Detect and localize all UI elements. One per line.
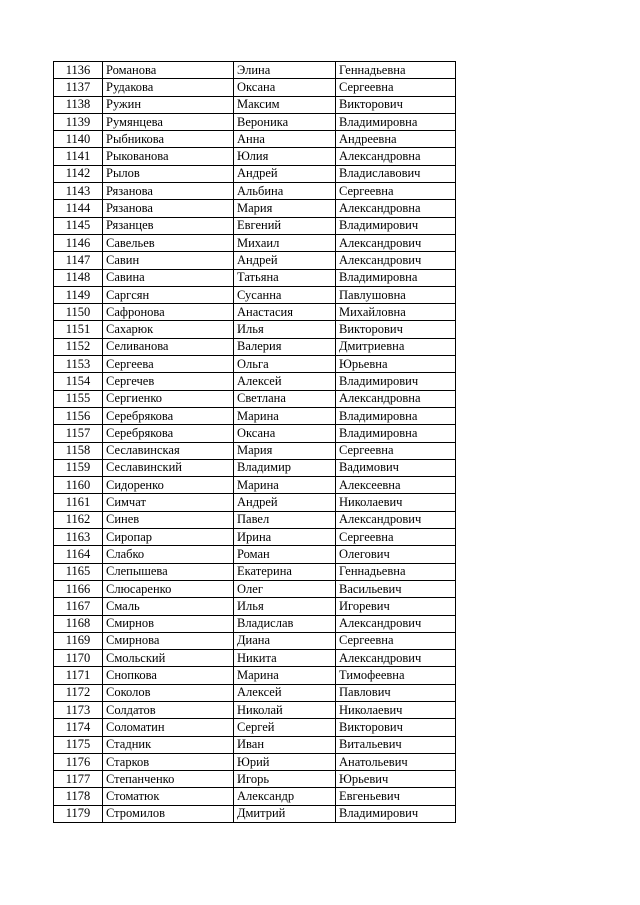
last-name-cell: Рязанова — [103, 200, 234, 217]
table-row — [54, 459, 456, 476]
row-number-cell: 1152 — [54, 338, 103, 355]
row-number-cell: 1143 — [54, 183, 103, 200]
last-name-cell: Смольский — [103, 650, 234, 667]
first-name-cell: Павел — [234, 511, 336, 528]
first-name-cell: Иван — [234, 736, 336, 753]
first-name-cell: Оксана — [234, 79, 336, 96]
table-row — [54, 304, 456, 321]
table-row — [54, 511, 456, 528]
first-name-cell: Михаил — [234, 234, 336, 251]
table-row — [54, 529, 456, 546]
patronymic-cell: Витальевич — [336, 736, 456, 753]
row-number-cell: 1159 — [54, 459, 103, 476]
table-row — [54, 321, 456, 338]
table-row — [54, 356, 456, 373]
first-name-cell: Юлия — [234, 148, 336, 165]
row-number-cell: 1157 — [54, 425, 103, 442]
patronymic-cell: Владимировна — [336, 425, 456, 442]
table-row — [54, 407, 456, 424]
patronymic-cell: Вадимович — [336, 459, 456, 476]
patronymic-cell: Александрович — [336, 511, 456, 528]
table-row — [54, 390, 456, 407]
row-number-cell: 1173 — [54, 701, 103, 718]
first-name-cell: Олег — [234, 580, 336, 597]
patronymic-cell: Александрович — [336, 234, 456, 251]
patronymic-cell: Анатольевич — [336, 753, 456, 770]
table-row — [54, 200, 456, 217]
table-row — [54, 667, 456, 684]
last-name-cell: Степанченко — [103, 771, 234, 788]
row-number-cell: 1169 — [54, 632, 103, 649]
patronymic-cell: Николаевич — [336, 494, 456, 511]
row-number-cell: 1166 — [54, 580, 103, 597]
last-name-cell: Соломатин — [103, 719, 234, 736]
last-name-cell: Савина — [103, 269, 234, 286]
first-name-cell: Сергей — [234, 719, 336, 736]
row-number-cell: 1149 — [54, 286, 103, 303]
first-name-cell: Игорь — [234, 771, 336, 788]
patronymic-cell: Владиславович — [336, 165, 456, 182]
last-name-cell: Романова — [103, 62, 234, 79]
row-number-cell: 1171 — [54, 667, 103, 684]
table-row — [54, 252, 456, 269]
row-number-cell: 1163 — [54, 529, 103, 546]
patronymic-cell: Сергеевна — [336, 183, 456, 200]
table-row — [54, 286, 456, 303]
first-name-cell: Андрей — [234, 252, 336, 269]
patronymic-cell: Александровна — [336, 148, 456, 165]
first-name-cell: Андрей — [234, 165, 336, 182]
row-number-cell: 1176 — [54, 753, 103, 770]
first-name-cell: Марина — [234, 667, 336, 684]
table-row — [54, 753, 456, 770]
last-name-cell: Слабко — [103, 546, 234, 563]
patronymic-cell: Викторович — [336, 719, 456, 736]
row-number-cell: 1144 — [54, 200, 103, 217]
row-number-cell: 1140 — [54, 131, 103, 148]
last-name-cell: Старков — [103, 753, 234, 770]
row-number-cell: 1168 — [54, 615, 103, 632]
table-row — [54, 79, 456, 96]
patronymic-cell: Сергеевна — [336, 529, 456, 546]
last-name-cell: Савин — [103, 252, 234, 269]
row-number-cell: 1172 — [54, 684, 103, 701]
row-number-cell: 1174 — [54, 719, 103, 736]
last-name-cell: Слепышева — [103, 563, 234, 580]
row-number-cell: 1151 — [54, 321, 103, 338]
last-name-cell: Серебрякова — [103, 407, 234, 424]
last-name-cell: Смирнова — [103, 632, 234, 649]
last-name-cell: Рылов — [103, 165, 234, 182]
row-number-cell: 1142 — [54, 165, 103, 182]
table-row — [54, 650, 456, 667]
first-name-cell: Евгений — [234, 217, 336, 234]
patronymic-cell: Игоревич — [336, 598, 456, 615]
first-name-cell: Роман — [234, 546, 336, 563]
first-name-cell: Никита — [234, 650, 336, 667]
patronymic-cell: Павлушовна — [336, 286, 456, 303]
patronymic-cell: Владимирович — [336, 373, 456, 390]
table-row — [54, 131, 456, 148]
first-name-cell: Андрей — [234, 494, 336, 511]
table-row — [54, 234, 456, 251]
first-name-cell: Владислав — [234, 615, 336, 632]
last-name-cell: Стромилов — [103, 805, 234, 822]
table-row — [54, 217, 456, 234]
row-number-cell: 1161 — [54, 494, 103, 511]
last-name-cell: Рудакова — [103, 79, 234, 96]
roster-table — [53, 61, 456, 823]
last-name-cell: Рыкованова — [103, 148, 234, 165]
table-row — [54, 338, 456, 355]
patronymic-cell: Викторович — [336, 96, 456, 113]
row-number-cell: 1158 — [54, 442, 103, 459]
table-row — [54, 632, 456, 649]
patronymic-cell: Владимировна — [336, 113, 456, 130]
row-number-cell: 1146 — [54, 234, 103, 251]
patronymic-cell: Александрович — [336, 252, 456, 269]
table-row — [54, 442, 456, 459]
first-name-cell: Вероника — [234, 113, 336, 130]
first-name-cell: Светлана — [234, 390, 336, 407]
last-name-cell: Солдатов — [103, 701, 234, 718]
patronymic-cell: Сергеевна — [336, 632, 456, 649]
patronymic-cell: Владимировна — [336, 407, 456, 424]
patronymic-cell: Александрович — [336, 615, 456, 632]
patronymic-cell: Алексеевна — [336, 477, 456, 494]
table-row — [54, 165, 456, 182]
row-number-cell: 1139 — [54, 113, 103, 130]
row-number-cell: 1164 — [54, 546, 103, 563]
last-name-cell: Сергиенко — [103, 390, 234, 407]
first-name-cell: Мария — [234, 442, 336, 459]
patronymic-cell: Александрович — [336, 650, 456, 667]
first-name-cell: Ирина — [234, 529, 336, 546]
row-number-cell: 1179 — [54, 805, 103, 822]
table-row — [54, 805, 456, 822]
roster-table-body — [54, 62, 456, 823]
last-name-cell: Селиванова — [103, 338, 234, 355]
last-name-cell: Соколов — [103, 684, 234, 701]
table-row — [54, 96, 456, 113]
last-name-cell: Смаль — [103, 598, 234, 615]
patronymic-cell: Владимирович — [336, 805, 456, 822]
first-name-cell: Александр — [234, 788, 336, 805]
row-number-cell: 1156 — [54, 407, 103, 424]
table-row — [54, 598, 456, 615]
table-row — [54, 425, 456, 442]
table-row — [54, 148, 456, 165]
first-name-cell: Алексей — [234, 373, 336, 390]
table-row — [54, 494, 456, 511]
table-row — [54, 580, 456, 597]
table-row — [54, 771, 456, 788]
last-name-cell: Ружин — [103, 96, 234, 113]
row-number-cell: 1147 — [54, 252, 103, 269]
row-number-cell: 1162 — [54, 511, 103, 528]
patronymic-cell: Сергеевна — [336, 442, 456, 459]
last-name-cell: Рязанова — [103, 183, 234, 200]
table-row — [54, 113, 456, 130]
first-name-cell: Марина — [234, 477, 336, 494]
last-name-cell: Савельев — [103, 234, 234, 251]
last-name-cell: Синев — [103, 511, 234, 528]
patronymic-cell: Васильевич — [336, 580, 456, 597]
table-row — [54, 615, 456, 632]
patronymic-cell: Александровна — [336, 200, 456, 217]
last-name-cell: Рыбникова — [103, 131, 234, 148]
first-name-cell: Марина — [234, 407, 336, 424]
patronymic-cell: Олегович — [336, 546, 456, 563]
row-number-cell: 1165 — [54, 563, 103, 580]
first-name-cell: Сусанна — [234, 286, 336, 303]
last-name-cell: Смирнов — [103, 615, 234, 632]
table-row — [54, 736, 456, 753]
patronymic-cell: Евгеньевич — [336, 788, 456, 805]
table-row — [54, 373, 456, 390]
first-name-cell: Оксана — [234, 425, 336, 442]
last-name-cell: Стоматюк — [103, 788, 234, 805]
row-number-cell: 1160 — [54, 477, 103, 494]
last-name-cell: Сиропар — [103, 529, 234, 546]
first-name-cell: Илья — [234, 321, 336, 338]
row-number-cell: 1154 — [54, 373, 103, 390]
last-name-cell: Слюсаренко — [103, 580, 234, 597]
last-name-cell: Серебрякова — [103, 425, 234, 442]
first-name-cell: Татьяна — [234, 269, 336, 286]
patronymic-cell: Владимировна — [336, 269, 456, 286]
last-name-cell: Сафронова — [103, 304, 234, 321]
first-name-cell: Мария — [234, 200, 336, 217]
first-name-cell: Валерия — [234, 338, 336, 355]
first-name-cell: Юрий — [234, 753, 336, 770]
table-row — [54, 719, 456, 736]
table-row — [54, 269, 456, 286]
last-name-cell: Сеславинская — [103, 442, 234, 459]
row-number-cell: 1141 — [54, 148, 103, 165]
last-name-cell: Снопкова — [103, 667, 234, 684]
last-name-cell: Сеславинский — [103, 459, 234, 476]
first-name-cell: Илья — [234, 598, 336, 615]
table-row — [54, 183, 456, 200]
patronymic-cell: Николаевич — [336, 701, 456, 718]
first-name-cell: Екатерина — [234, 563, 336, 580]
table-row — [54, 701, 456, 718]
table-row — [54, 788, 456, 805]
patronymic-cell: Сергеевна — [336, 79, 456, 96]
row-number-cell: 1137 — [54, 79, 103, 96]
first-name-cell: Элина — [234, 62, 336, 79]
first-name-cell: Дмитрий — [234, 805, 336, 822]
table-row — [54, 546, 456, 563]
row-number-cell: 1155 — [54, 390, 103, 407]
row-number-cell: 1178 — [54, 788, 103, 805]
last-name-cell: Сидоренко — [103, 477, 234, 494]
last-name-cell: Румянцева — [103, 113, 234, 130]
row-number-cell: 1138 — [54, 96, 103, 113]
row-number-cell: 1167 — [54, 598, 103, 615]
last-name-cell: Саргсян — [103, 286, 234, 303]
table-row — [54, 684, 456, 701]
first-name-cell: Альбина — [234, 183, 336, 200]
first-name-cell: Максим — [234, 96, 336, 113]
first-name-cell: Анна — [234, 131, 336, 148]
first-name-cell: Николай — [234, 701, 336, 718]
table-row — [54, 563, 456, 580]
row-number-cell: 1170 — [54, 650, 103, 667]
patronymic-cell: Геннадьевна — [336, 62, 456, 79]
first-name-cell: Диана — [234, 632, 336, 649]
table-row — [54, 62, 456, 79]
patronymic-cell: Юрьевич — [336, 771, 456, 788]
last-name-cell: Стадник — [103, 736, 234, 753]
last-name-cell: Симчат — [103, 494, 234, 511]
row-number-cell: 1153 — [54, 356, 103, 373]
table-row — [54, 477, 456, 494]
last-name-cell: Сергечев — [103, 373, 234, 390]
first-name-cell: Алексей — [234, 684, 336, 701]
last-name-cell: Сергеева — [103, 356, 234, 373]
patronymic-cell: Павлович — [336, 684, 456, 701]
patronymic-cell: Михайловна — [336, 304, 456, 321]
row-number-cell: 1148 — [54, 269, 103, 286]
patronymic-cell: Андреевна — [336, 131, 456, 148]
row-number-cell: 1175 — [54, 736, 103, 753]
patronymic-cell: Тимофеевна — [336, 667, 456, 684]
row-number-cell: 1150 — [54, 304, 103, 321]
patronymic-cell: Юрьевна — [336, 356, 456, 373]
patronymic-cell: Александровна — [336, 390, 456, 407]
row-number-cell: 1177 — [54, 771, 103, 788]
patronymic-cell: Викторович — [336, 321, 456, 338]
first-name-cell: Владимир — [234, 459, 336, 476]
first-name-cell: Анастасия — [234, 304, 336, 321]
row-number-cell: 1136 — [54, 62, 103, 79]
first-name-cell: Ольга — [234, 356, 336, 373]
patronymic-cell: Дмитриевна — [336, 338, 456, 355]
row-number-cell: 1145 — [54, 217, 103, 234]
patronymic-cell: Владимирович — [336, 217, 456, 234]
patronymic-cell: Геннадьевна — [336, 563, 456, 580]
last-name-cell: Рязанцев — [103, 217, 234, 234]
last-name-cell: Сахарюк — [103, 321, 234, 338]
